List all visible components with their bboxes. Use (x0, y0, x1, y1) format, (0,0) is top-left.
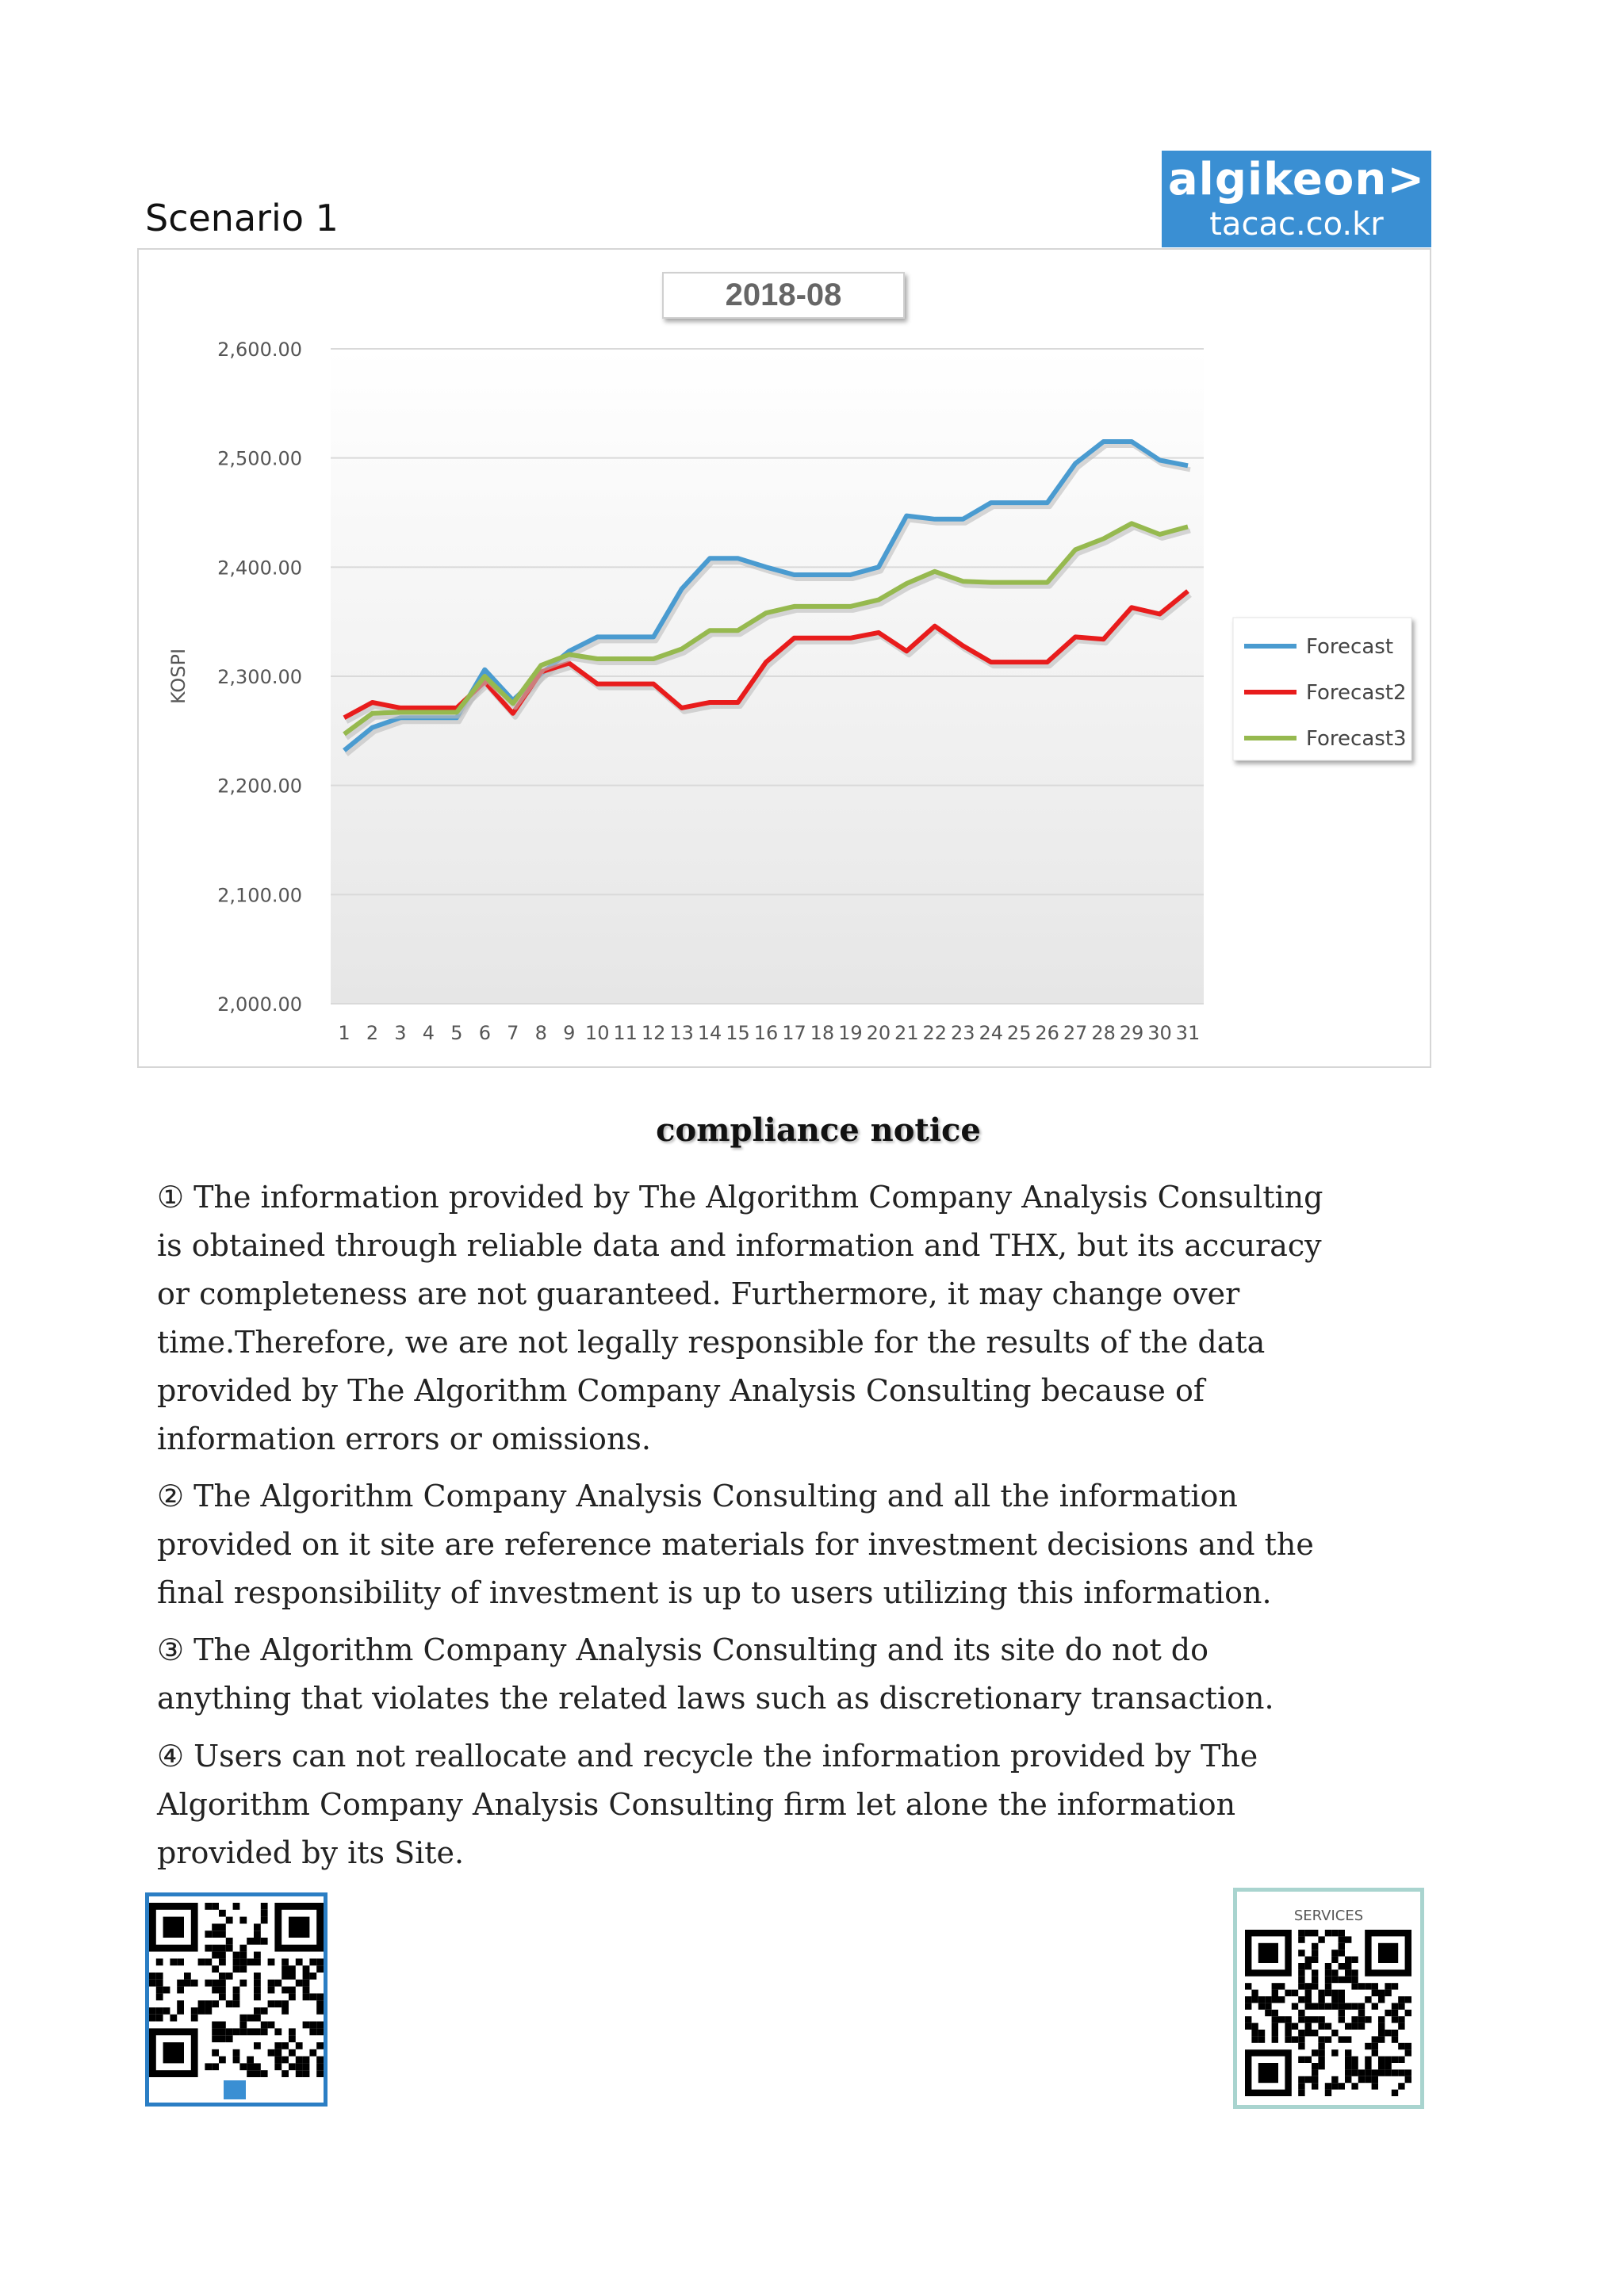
x-tick-label: 21 (894, 1022, 919, 1044)
x-tick-label: 13 (669, 1022, 694, 1044)
legend-label: Forecast2 (1306, 681, 1407, 705)
x-tick-label: 19 (838, 1022, 863, 1044)
notice-item-4 (157, 1732, 1434, 1877)
x-tick-label: 28 (1091, 1022, 1116, 1044)
y-tick-label: 2,100.00 (217, 884, 302, 907)
x-tick-label: 26 (1035, 1022, 1059, 1044)
x-tick-label: 12 (641, 1022, 666, 1044)
x-tick-label: 1 (338, 1022, 350, 1044)
notice-line: ③ The Algorithm Company Analysis Consulting and its site do not do (157, 1632, 1208, 1667)
y-tick-label: 2,400.00 (217, 557, 302, 580)
notice-line: Algorithm Company Analysis Consulting firm let alone the information (157, 1787, 1236, 1822)
y-tick-label: 2,000.00 (217, 993, 302, 1016)
x-tick-label: 9 (563, 1022, 576, 1044)
legend-label: Forecast (1306, 635, 1394, 659)
notice-line: ① The information provided by The Algorithm Company Analysis Consulting (157, 1180, 1323, 1215)
scenario-title: Scenario 1 (145, 197, 339, 239)
x-tick-label: 6 (478, 1022, 491, 1044)
y-axis-label: KOSPI (167, 648, 190, 705)
qr-code-icon (1245, 1930, 1411, 2096)
x-tick-label: 29 (1119, 1022, 1144, 1044)
x-tick-label: 11 (613, 1022, 638, 1044)
y-tick-label: 2,600.00 (217, 339, 302, 361)
notice-line: anything that violates the related laws such as discretionary transaction. (157, 1681, 1274, 1716)
notice-title: compliance notice (656, 1112, 981, 1149)
x-tick-label: 24 (979, 1022, 1004, 1044)
line-chart (137, 248, 1431, 1068)
x-tick-label: 27 (1063, 1022, 1088, 1044)
notice-line: information errors or omissions. (157, 1422, 651, 1456)
x-tick-label: 4 (422, 1022, 435, 1044)
y-tick-label: 2,300.00 (217, 666, 302, 688)
x-tick-label: 16 (753, 1022, 779, 1044)
y-tick-label: 2,200.00 (217, 775, 302, 798)
x-tick-label: 5 (450, 1022, 463, 1044)
x-tick-label: 25 (1006, 1022, 1032, 1044)
notice-line: provided on it site are reference materials for investment decisions and the (157, 1527, 1314, 1562)
notice-line: is obtained through reliable data and information and THX, but its accuracy (157, 1228, 1322, 1263)
qr-code-icon (149, 1903, 324, 2077)
notice-line: time.Therefore, we are not legally responsible for the results of the data (157, 1325, 1266, 1360)
x-tick-label: 8 (534, 1022, 547, 1044)
notice-item-1 (157, 1173, 1434, 1464)
notice-item-3 (157, 1626, 1434, 1723)
brand-logo[interactable] (1162, 151, 1431, 247)
legend (1233, 618, 1411, 760)
x-tick-label: 2 (366, 1022, 379, 1044)
notice-line: ④ Users can not reallocate and recycle the information provided by The (157, 1739, 1258, 1774)
x-tick-label: 17 (782, 1022, 806, 1044)
x-tick-label: 10 (584, 1022, 610, 1044)
x-tick-label: 30 (1147, 1022, 1172, 1044)
y-tick-label: 2,500.00 (217, 447, 302, 470)
x-tick-label: 31 (1175, 1022, 1201, 1044)
notice-line: final responsibility of investment is up to users utilizing this information. (157, 1575, 1272, 1610)
x-tick-label: 14 (697, 1022, 722, 1044)
qr-code-left[interactable] (145, 1892, 327, 2107)
notice-line: provided by The Algorithm Company Analysis Consulting because of (157, 1373, 1205, 1408)
qr-code-right[interactable] (1233, 1888, 1424, 2109)
notice-item-2 (157, 1472, 1434, 1617)
notice-line: provided by its Site. (157, 1835, 465, 1870)
x-tick-label: 23 (950, 1022, 975, 1044)
x-tick-label: 3 (394, 1022, 407, 1044)
legend-label: Forecast3 (1306, 727, 1407, 751)
x-tick-label: 7 (507, 1022, 519, 1044)
chart-title: 2018-08 (725, 277, 842, 312)
notice-line: ② The Algorithm Company Analysis Consulting and all the information (157, 1479, 1238, 1513)
qr-caption: SERVICES (1293, 1908, 1364, 1924)
x-tick-label: 15 (726, 1022, 750, 1044)
notice-line: or completeness are not guaranteed. Furthermore, it may change over (157, 1276, 1240, 1311)
brand-name: algikeon> (1167, 154, 1426, 205)
x-tick-label: 18 (810, 1022, 835, 1044)
qr-logo-icon (224, 2080, 246, 2099)
x-tick-label: 20 (866, 1022, 891, 1044)
x-tick-label: 22 (922, 1022, 948, 1044)
brand-site: tacac.co.kr (1209, 206, 1384, 243)
